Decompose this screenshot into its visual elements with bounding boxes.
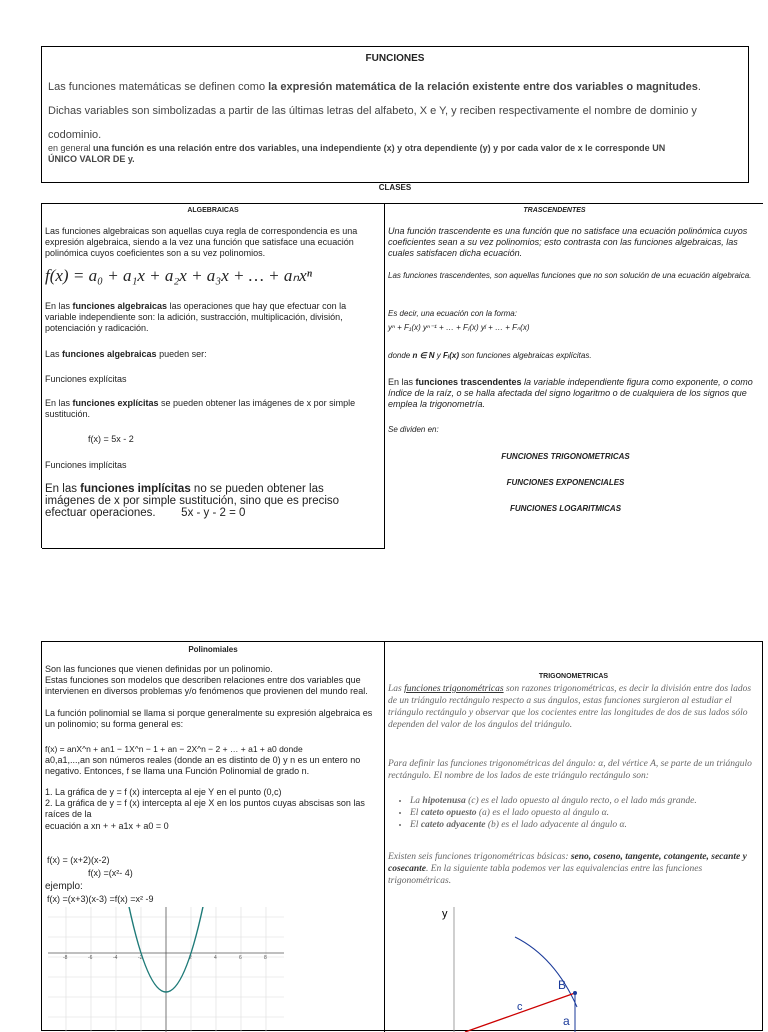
algebraicas-types: Las funciones algebraicas pueden ser: [45,349,207,359]
triangle-figure [405,897,605,1032]
trigonometricas-p2: Para definir las funciones trigonométricas del ángulo: α, del vértice A, se parte de un triángulo rectángulo. El nombre de los lados de este triángulo rectángulo son: [388,759,752,781]
trigonometricas-cell [385,642,762,1032]
trascendentes-list-item-3: FUNCIONES LOGARITMICAS [509,504,622,513]
example-label: ejemplo: [45,881,83,892]
algebraicas-formula: f(x) = a₀ + a₁x + a₂x + a₃x + … + aₙxⁿ [45,266,312,285]
polinomiales-cell [42,642,385,1032]
trascendentes-definition: Una función trascendente es una función que no satisface una ecuación polinómica cuyos coeficientes sean a su vez polinomios; esto contrasta con las funciones algebraicas, las cuales satisfacen dicha ecuación. [388,226,748,258]
sides-list [388,795,752,831]
tick-label: 8 [264,955,267,961]
trascendentes-list-item-2: FUNCIONES EXPONENCIALES [506,478,625,487]
trigonometricas-p3: Existen seis funciones trigonométricas básicas: seno, coseno, tangente, cotangente, secante y cosecante. En la siguiente tabla podemos ver las equivalencias entre las funciones trigonométricas. [388,852,747,886]
trascendentes-p5: En las funciones trascendentes la variable independiente figura como exponente, o como índice de la raíz, o se halla afectada del signo logaritmo o de cualquiera de los signos que emplea la trigonometría. [388,377,753,409]
intro-definition: en general una función es una relación entre dos variables, una independiente (x) y otra dependiente (y) y por cada valor de x le corresponde UN ÚNICO VALOR DE y. [48,143,666,164]
tick-label: 2 [189,955,192,961]
explicit-example: f(x) = 5x - 2 [88,434,134,444]
trascendentes-equation: yⁿ + F₁(x) yⁿ⁻¹ + … + Fⱼ(x) yʲ + … + Fₙ(x) [388,323,530,332]
polinomiales-p1: Son las funciones que vienen definidas por un polinomio. [45,664,273,674]
trascendentes-title: TRASCENDENTES [523,207,586,214]
trigonometricas-title: TRIGONOMETRICAS [538,673,609,680]
sides-list-item: • El cateto opuesto (a) es el lado opuesto al ángulo α. [410,807,752,819]
classes-table [41,203,763,548]
polinomiales-p3: La función polinomial se llama si porque generalmente su expresión algebraica es un polinomio; su forma general es: [45,708,373,729]
sides-list-item: • La hipotenusa (c) es el lado opuesto al ángulo recto, o el lado más grande. [410,795,752,807]
tick-label: 6 [239,955,242,961]
implicit-heading: Funciones implícitas [45,460,127,470]
polinomiales-rule-3: ecuación a xn + + a1x + a0 = 0 [45,821,169,831]
unit-circle-arc [515,937,577,1007]
trig-functions-link[interactable]: funciones trigonométricas [404,684,504,694]
sides-list-item: • El cateto adyacente (b) es el lado adyacente al ángulo α. [410,819,752,831]
vertex-b-label: B [558,978,567,992]
polinomiales-p2: Estas funciones son modelos que describen relaciones entre dos variables que intervienen en diversos problemas y/o fenómenos que provienen del mundo real. [45,675,368,696]
lower-table [41,641,763,1031]
explicit-definition: En las funciones explícitas se pueden obtener las imágenes de x por simple sustitución. [45,398,356,419]
vertex-b-point [573,991,577,995]
implicit-example: 5x - y - 2 = 0 [181,507,246,519]
explicit-heading: Funciones explícitas [45,374,127,384]
trascendentes-p2: Las funciones trascendentes, son aquellas funciones que no son solución de una ecuación algebraica. [388,271,752,280]
intro-title: FUNCIONES [365,53,425,64]
example-f3: f(x) =(x+3)(x-3) =f(x) =x² -9 [47,894,154,904]
polinomiales-p5: a0,a1,...,an son números reales (donde an es distinto de 0) y n es un entero no negativo. Entonces, f se llama una Función Polinomial de grado n. [45,755,361,776]
polinomiales-general-form: f(x) = anX^n + an1 − 1X^n − 1 + an − 2X^n − 2 + … + a1 + a0 donde [45,744,303,754]
trigonometricas-p1: Las funciones trigonométricas son razones trigonométricas, es decir la división entre dos lados de un triángulo rectángulo respecto a sus ángulos, estas funciones surgieron al estudiar el triángulo rectángulo y observar que los cocientes entre las longitudes de dos de sus lados sólo dependen del valor de los ángulos del triángulo. [388,684,752,730]
tick-label: 4 [214,955,217,961]
algebraicas-title: ALGEBRAICAS [187,207,239,214]
trascendentes-p6: Se dividen en: [388,425,439,434]
side-c-label: c [517,1001,523,1013]
polinomiales-rule-1: 1. La gráfica de y = f (x) intercepta al eje Y en el punto (0,c) [45,787,282,797]
tick-label: -8 [63,955,68,961]
algebraicas-operations: En las funciones algebraicas las operaciones que hay que efectuar con la variable independiente son: la adición, sustracción, multiplicación, división, potenciación y radicación. [45,301,347,333]
intro-paragraph: Las funciones matemáticas se definen como la expresión matemática de la relación existente entre dos variables o magnitudes. Dichas variables son simbolizadas a partir de las últimas letras del alfabeto, X e Y, y reciben respectivamente el nombre de dominio y codominio. [48,81,701,141]
tick-label: -6 [88,955,93,961]
polinomiales-title: Polinomiales [188,645,238,654]
intro-box [41,46,749,183]
y-axis-label: y [442,908,448,920]
implicit-definition: En las funciones implícitas no se pueden obtener las imágenes de x por simple sustitución, sino que es preciso efectuar operaciones. 5x - y - 2 = 0 [45,483,340,519]
example-f1: f(x) = (x+2)(x-2) [47,855,110,865]
algebraicas-cell [42,204,385,549]
clases-label: CLASES [378,183,412,192]
side-a-label: a [563,1014,570,1028]
algebraicas-definition: Las funciones algebraicas son aquellas cuya regla de correspondencia es una expresión algebraica, siendo a la vez una función que satisface una ecuación polinómica cuyos coeficientes son a su vez polinomios. [45,226,358,258]
trascendentes-p3: Es decir, una ecuación con la forma: [388,309,517,318]
tick-label: -2 [138,955,143,961]
tick-label: -4 [113,955,118,961]
trascendentes-p4: donde n ∈ N y Fᵢ(x) son funciones algebraicas explícitas. [388,351,592,360]
polinomiales-rule-2: 2. La gráfica de y = f (x) intercepta al eje X en los puntos cuyas abscisas son las raíces de la [45,798,365,819]
trascendentes-cell [385,204,764,548]
parabola-graph [48,907,284,1032]
trascendentes-list-item-1: FUNCIONES TRIGONOMETRICAS [501,452,630,461]
example-f2: f(x) =(x²- 4) [88,868,133,878]
